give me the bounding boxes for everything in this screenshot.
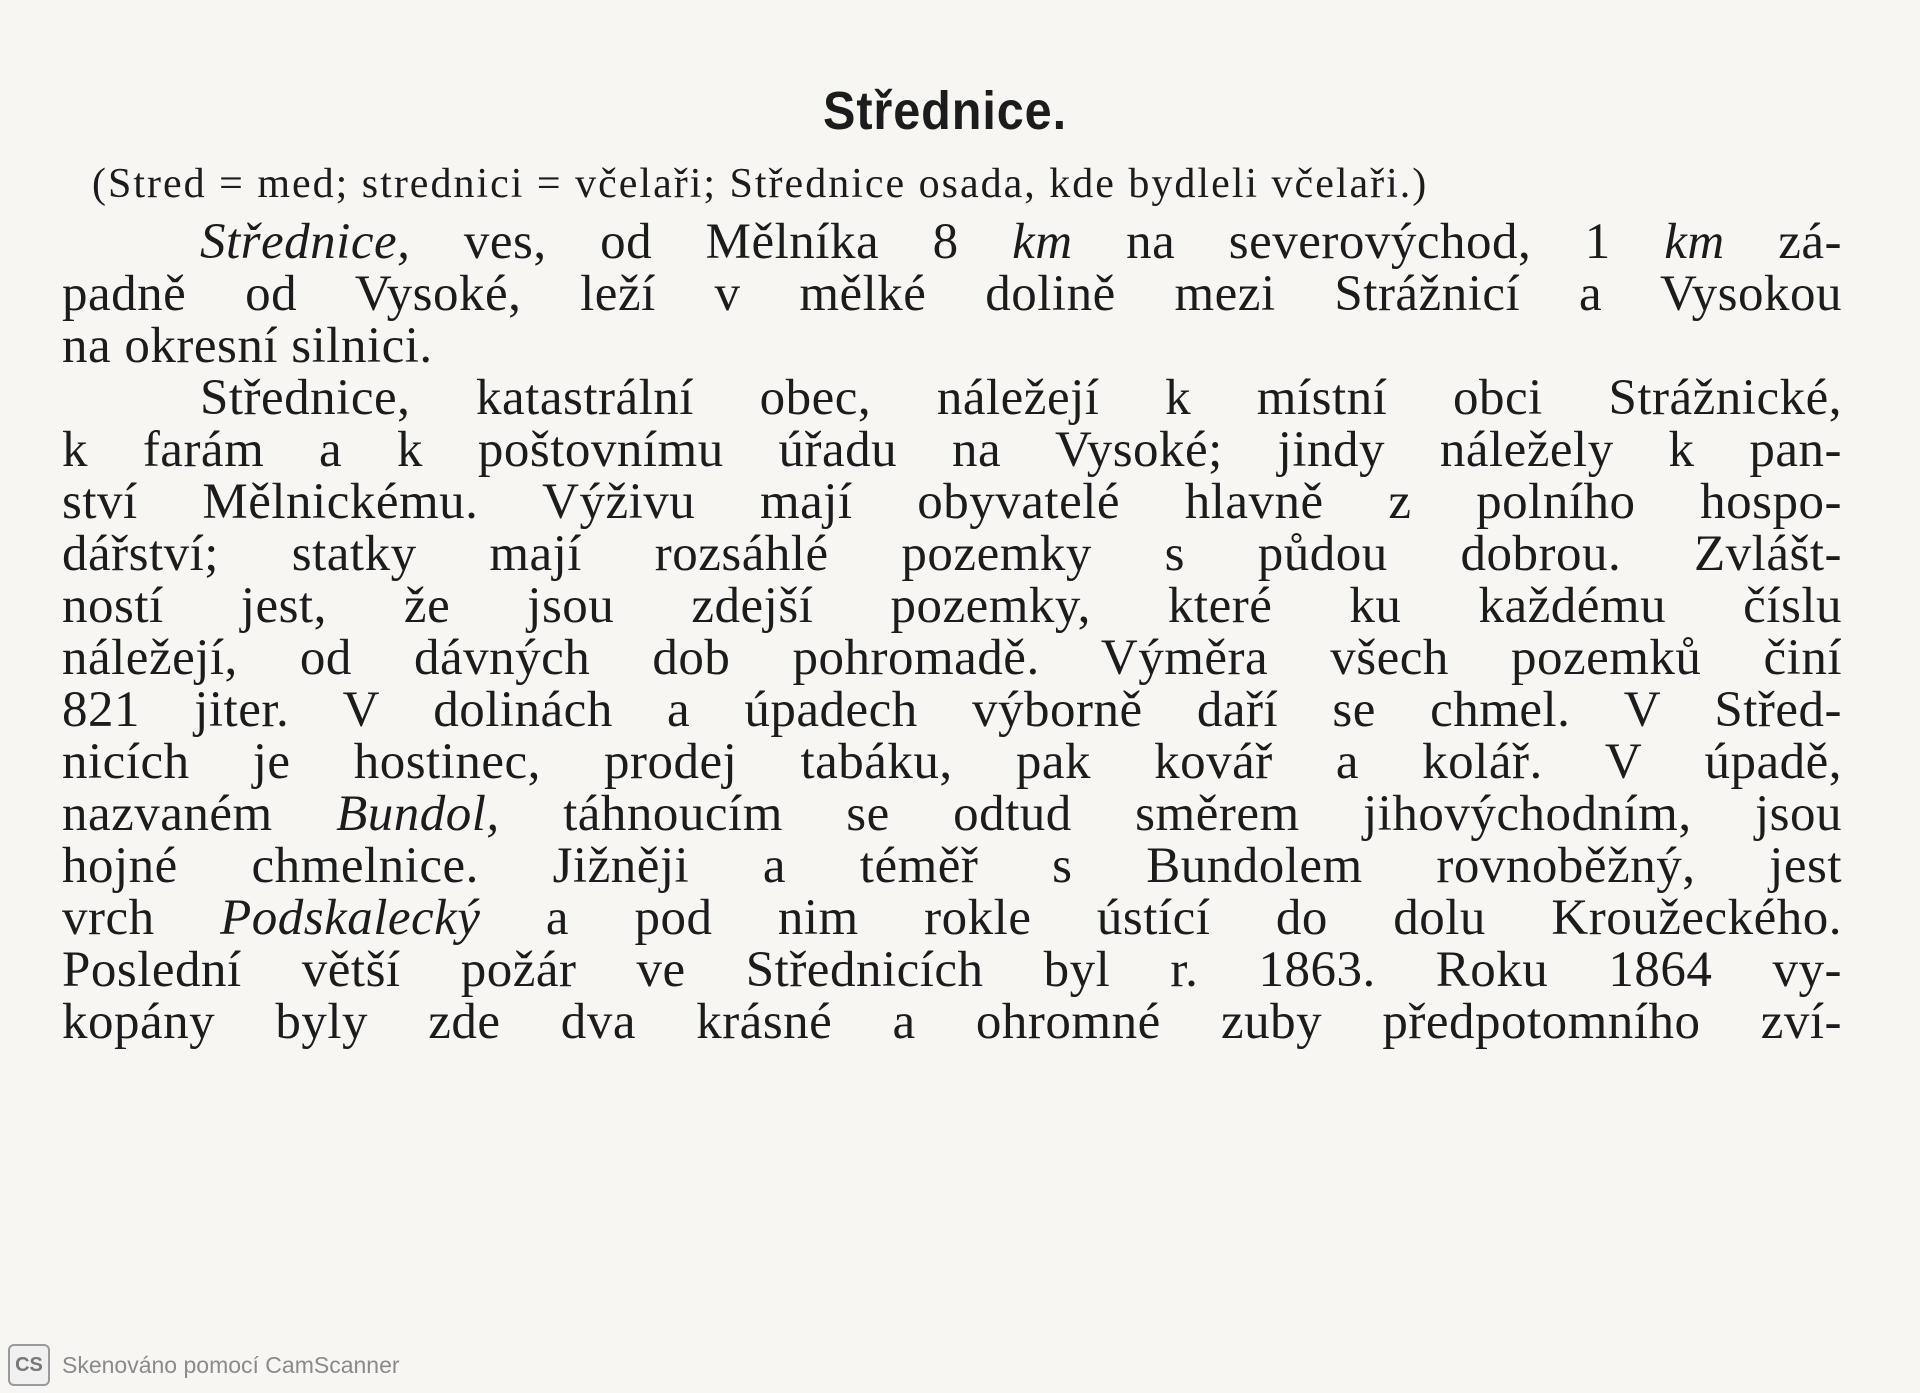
camscanner-logo-icon: CS (8, 1344, 50, 1386)
italic-unit: km (1012, 214, 1073, 270)
text-span: na severovýchod, 1 (1072, 214, 1665, 270)
text-span: táhnoucím se odtud směrem jihovýchodním, jsou (499, 786, 1842, 842)
paragraph-2-line-1: Střednice, katastrální obec, náležejí k místní obci Strážnické, (200, 370, 1842, 426)
paragraph-2-line-7: 821 jiter. V dolinách a úpadech výborně daří se chmel. V Střed- (62, 682, 1842, 738)
italic-place-name: Střednice, (200, 214, 411, 270)
text-span: a pod nim rokle ústící do dolu Kroužeckého. (480, 890, 1842, 946)
paragraph-2-line-5: ností jest, že jsou zdejší pozemky, které ku každému číslu (62, 578, 1842, 634)
text-span: ves, od Mělníka 8 (410, 214, 1013, 270)
paragraph-2-line-8: nicích je hostinec, prodej tabáku, pak kovář a kolář. V úpadě, (62, 734, 1842, 790)
paragraph-2-line-12: Poslední větší požár ve Střednicích byl r. 1863. Roku 1864 vy- (62, 942, 1842, 998)
italic-place-name: Podskalecký (220, 890, 481, 946)
paragraph-2-line-13: kopány byly zde dva krásné a ohromné zuby předpotomního zví- (62, 994, 1842, 1050)
scanner-watermark (8, 1343, 400, 1387)
paragraph-2-line-10: hojné chmelnice. Jižněji a téměř s Bundolem rovnoběžný, jest (62, 838, 1842, 894)
italic-unit: km (1664, 214, 1725, 270)
paragraph-2-line-6: náležejí, od dávných dob pohromadě. Výměra všech pozemků činí (62, 630, 1842, 686)
text-span: nazvaném (62, 786, 337, 842)
watermark-text: Skenováno pomocí CamScanner (62, 1351, 400, 1378)
paragraph-1-line-3: na okresní silnici. (62, 318, 433, 374)
italic-place-name: Bundol, (336, 786, 500, 842)
page-title: Střednice. (823, 81, 1067, 141)
paragraph-1-line-2: padně od Vysoké, leží v mělké dolině mezi Strážnicí a Vysokou (62, 266, 1842, 322)
subtitle: (Stred = med; strednici = včelaři; Střednice osada, kde bydleli včelaři.) (92, 161, 1429, 207)
paragraph-2-line-3: ství Mělnickému. Výživu mají obyvatelé hlavně z polního hospo- (62, 474, 1842, 530)
text-span: vrch (62, 890, 221, 946)
text-span: zá- (1724, 214, 1842, 270)
paragraph-2-line-2: k farám a k poštovnímu úřadu na Vysoké; jindy náležely k pan- (62, 422, 1842, 478)
paragraph-2-line-4: dářství; statky mají rozsáhlé pozemky s půdou dobrou. Zvlášt- (62, 526, 1842, 582)
